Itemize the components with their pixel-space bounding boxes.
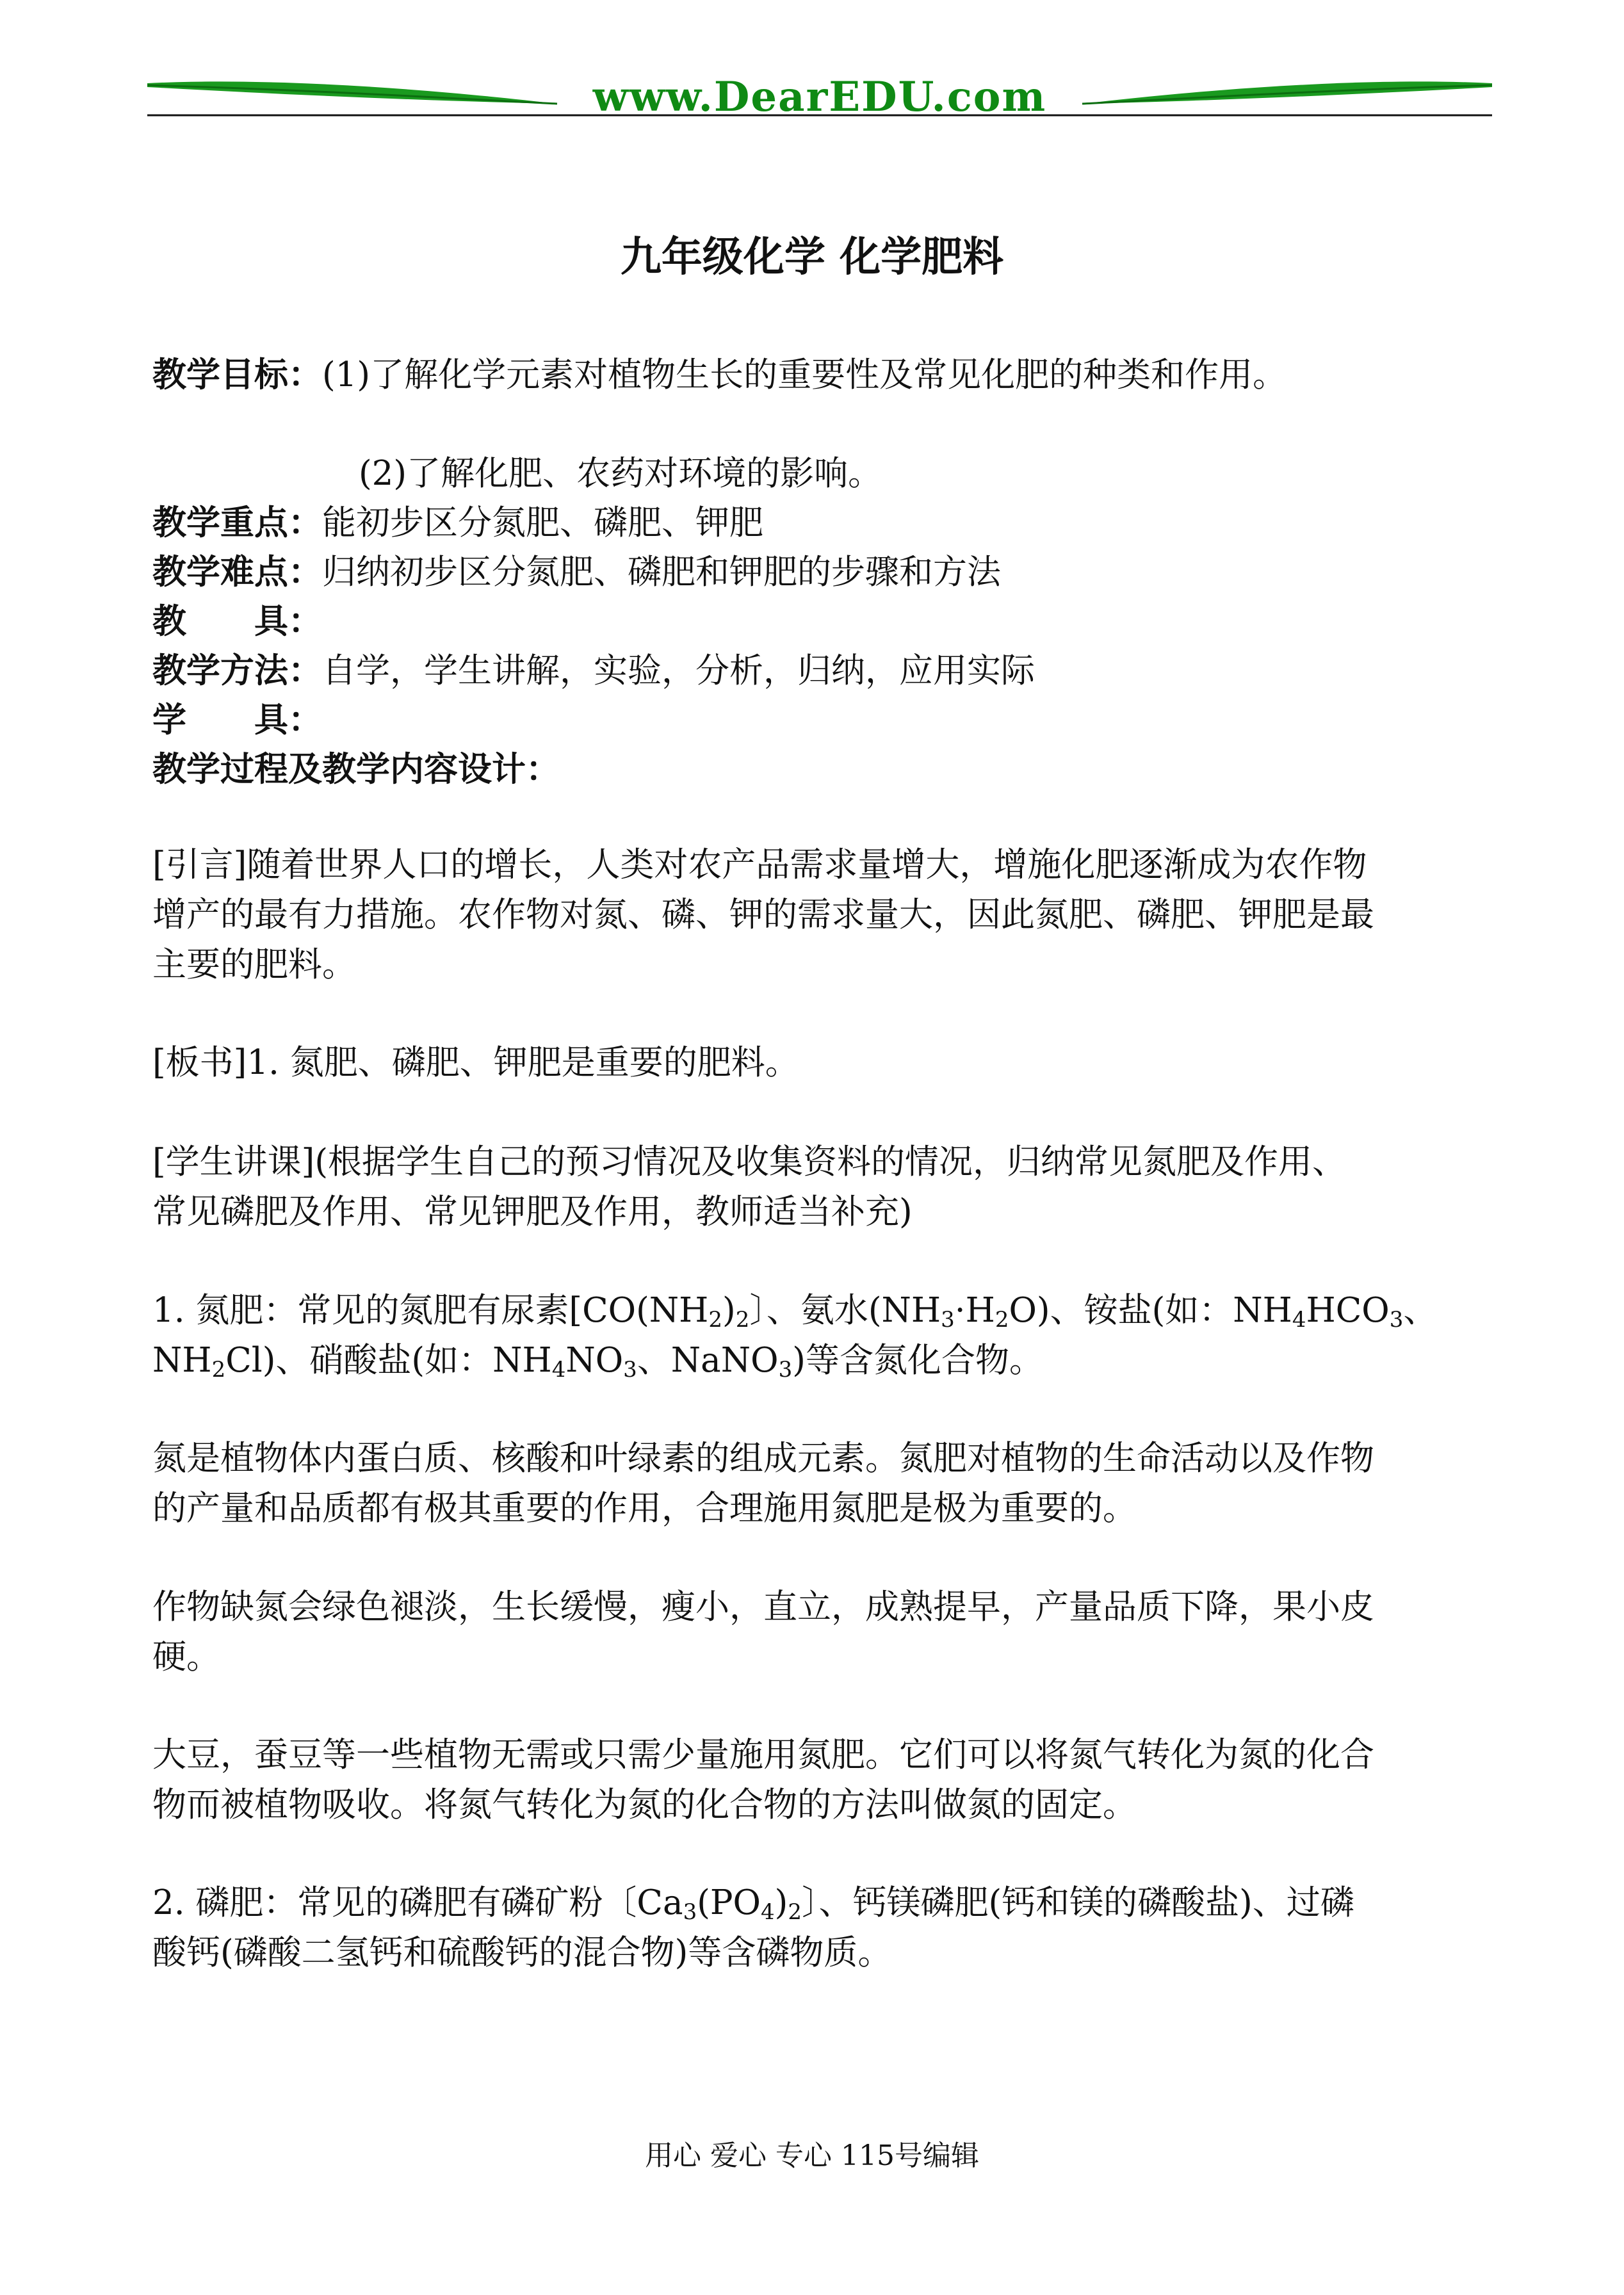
board-line: [板书]1. 氮肥、磷肥、钾肥是重要的肥料。 [152,1043,799,1082]
difficulty-label: 教学难点： [152,552,322,592]
goal-2: (2)了解化肥、农药对环境的影响。 [359,454,882,493]
lecture-line-2: 常见磷肥及作用、常见钾肥及作用，教师适当补充) [152,1192,913,1231]
key-label: 教学重点： [152,503,322,542]
nitrogen-line-2: $NH_2Cl$)、硝酸盐(如：$NH_4NO_3$、NaNO$_3$)等含氮化合物。 [152,1341,1043,1383]
intro-line-1: [引言]随着世界人口的增长，人类对农产品需求量增大，增施化肥逐渐成为农作物 [152,845,1367,884]
goal-1: (1)了解化学元素对植物生长的重要性及常见化肥的种类和作用。 [322,355,1287,394]
key-text: 能初步区分氮肥、磷肥、钾肥 [322,503,763,542]
tools-label: 教 具： [152,601,322,641]
method-label: 教学方法： [152,651,322,690]
site-name-logo: www.DearEDU.com [592,73,1047,121]
intro-line-3: 主要的肥料。 [152,945,356,984]
student-tools-label: 学 具： [152,700,322,740]
phosphorus-line-2: 酸钙(磷酸二氢钙和硫酸钙的混合物)等含磷物质。 [152,1933,892,1972]
site-header [147,64,1492,128]
nitrogen-lack-line-2: 硬。 [152,1637,220,1676]
intro-line-2: 增产的最有力措施。农作物对氮、磷、钾的需求量大，因此氮肥、磷肥、钾肥是最 [152,895,1374,934]
page-title: 九年级化学 化学肥料 [620,233,1004,281]
nitrogen-fix-line-2: 物而被植物吸收。将氮气转化为氮的化合物的方法叫做氮的固定。 [152,1785,1137,1824]
page-footer: 用心 爱心 专心 115号编辑 [645,2139,979,2172]
goal-line-1 [152,349,1287,401]
process-label: 教学过程及教学内容设计： [152,749,560,789]
nitrogen-role-line-2: 的产量和品质都有极其重要的作用，合理施用氮肥是极为重要的。 [152,1489,1137,1528]
nitrogen-lack-line-1: 作物缺氮会绿色褪淡，生长缓慢，瘦小，直立，成熟提早，产量品质下降，果小皮 [152,1587,1374,1626]
goal-label: 教学目标： [152,355,322,394]
nitrogen-role-line-1: 氮是植物体内蛋白质、核酸和叶绿素的组成元素。氮肥对植物的生命活动以及作物 [152,1439,1374,1478]
method-text: 自学，学生讲解，实验，分析，归纳，应用实际 [322,651,1035,690]
nitrogen-fix-line-1: 大豆，蚕豆等一些植物无需或只需少量施用氮肥。它们可以将氮气转化为氮的化合 [152,1735,1374,1774]
method-line [152,645,1035,697]
difficulty-text: 归纳初步区分氮肥、磷肥和钾肥的步骤和方法 [322,553,1001,592]
phosphorus-line-1: 2. 磷肥：常见的磷肥有磷矿粉〔$Ca_3(PO_4)_2$〕、钙镁磷肥(钙和镁的磷酸盐)、过磷 [152,1883,1354,1925]
key-line [152,497,763,549]
nitrogen-line-1: 1. 氮肥：常见的氮肥有尿素[$CO(NH_2)_2$〕、氨水$(NH_3\cdot H_2O)$、铵盐(如：$NH_4HCO_3$、 [152,1291,1438,1333]
lecture-line-1: [学生讲课](根据学生自己的预习情况及收集资料的情况，归纳常见氮肥及作用、 [152,1142,1347,1181]
difficulty-line [152,546,1001,598]
